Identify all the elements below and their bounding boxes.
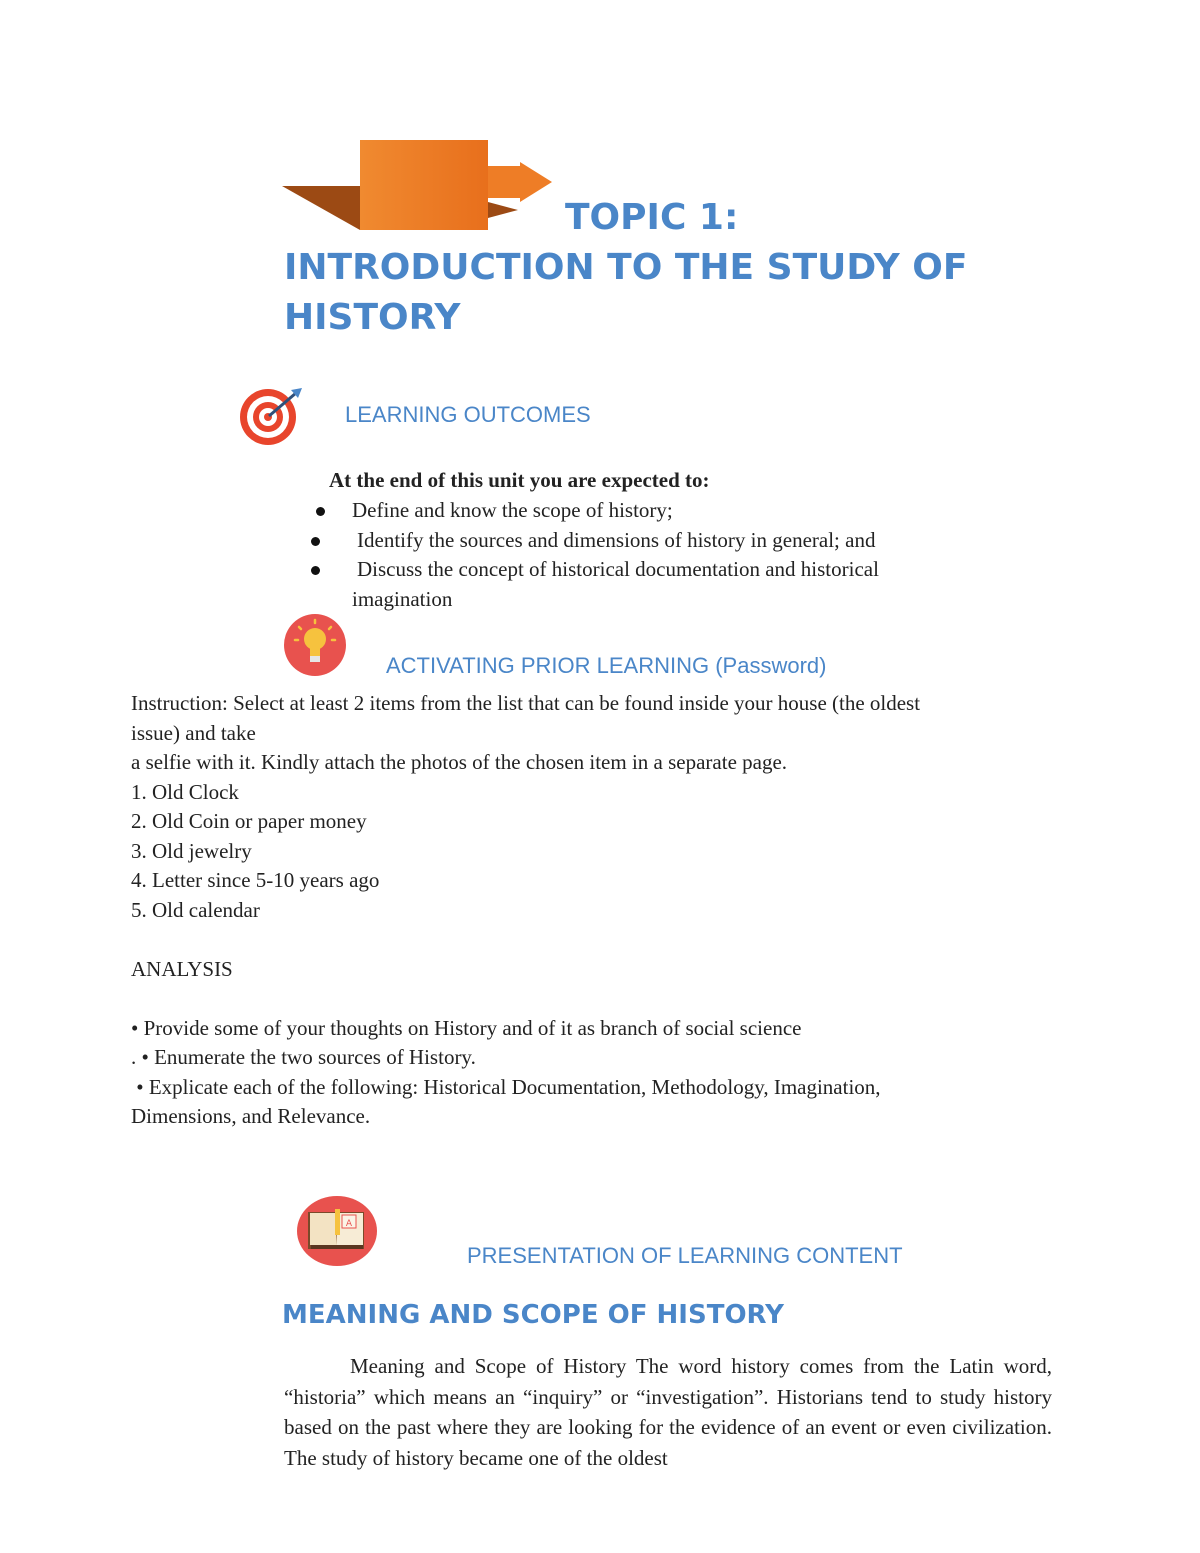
list-item: 3. Old jewelry (131, 838, 252, 863)
page-title-line2: HISTORY (284, 297, 461, 338)
list-item: 5. Old calendar (131, 897, 260, 922)
orange-arrow-banner-icon (280, 138, 555, 233)
list-item: 2. Old Coin or paper money (131, 809, 367, 833)
content-paragraph: Meaning and Scope of History The word history comes from the Latin word, “historia” which means an “inquiry” or “investigation”. Historians tend to study history based on the past where they are looking for the evidence of an event or even civilization. The study of history became one of the oldest (284, 1354, 1052, 1470)
analysis-line: . • Enumerate the two sources of History. (131, 1045, 476, 1069)
instruction-line: issue) and take (131, 720, 256, 745)
list-item: 1. Old Clock (131, 779, 239, 804)
list-item: Discuss the concept of historical documentation and historical (352, 555, 879, 585)
book-icon (297, 1195, 379, 1267)
analysis-line: Dimensions, and Relevance. (131, 1104, 371, 1128)
topic-label: TOPIC 1: (565, 197, 739, 238)
list-item: 4. Letter since 5-10 years ago (131, 868, 380, 892)
analysis-line: • Provide some of your thoughts on History and of it as branch of social science (131, 1015, 802, 1040)
instruction-block (131, 689, 920, 1132)
content-subheading: MEANING AND SCOPE OF HISTORY (282, 1300, 784, 1330)
instruction-line: Instruction: Select at least 2 items from the list that can be found inside your house (the oldest (131, 691, 921, 715)
analysis-heading: ANALYSIS (131, 956, 233, 981)
list-item: imagination (352, 586, 453, 611)
instruction-line: a selfie with it. Kindly attach the photos of the chosen item in a separate page. (131, 750, 788, 774)
outcomes-list (352, 496, 879, 614)
outcomes-intro: At the end of this unit you are expected to: (329, 468, 710, 492)
learning-outcomes-heading: LEARNING OUTCOMES (345, 402, 591, 427)
target-icon (236, 388, 304, 446)
page-title-line1: INTRODUCTION TO THE STUDY OF (284, 247, 968, 288)
lightbulb-icon (282, 614, 348, 676)
list-item: Identify the sources and dimensions of history in general; and (352, 526, 879, 556)
prior-learning-heading: ACTIVATING PRIOR LEARNING (Password) (386, 653, 827, 678)
list-item: Define and know the scope of history; (352, 496, 879, 526)
analysis-line: • Explicate each of the following: Historical Documentation, Methodology, Imagination, (131, 1074, 881, 1099)
content-heading: PRESENTATION OF LEARNING CONTENT (467, 1243, 903, 1268)
svg-text:A: A (345, 1219, 353, 1229)
